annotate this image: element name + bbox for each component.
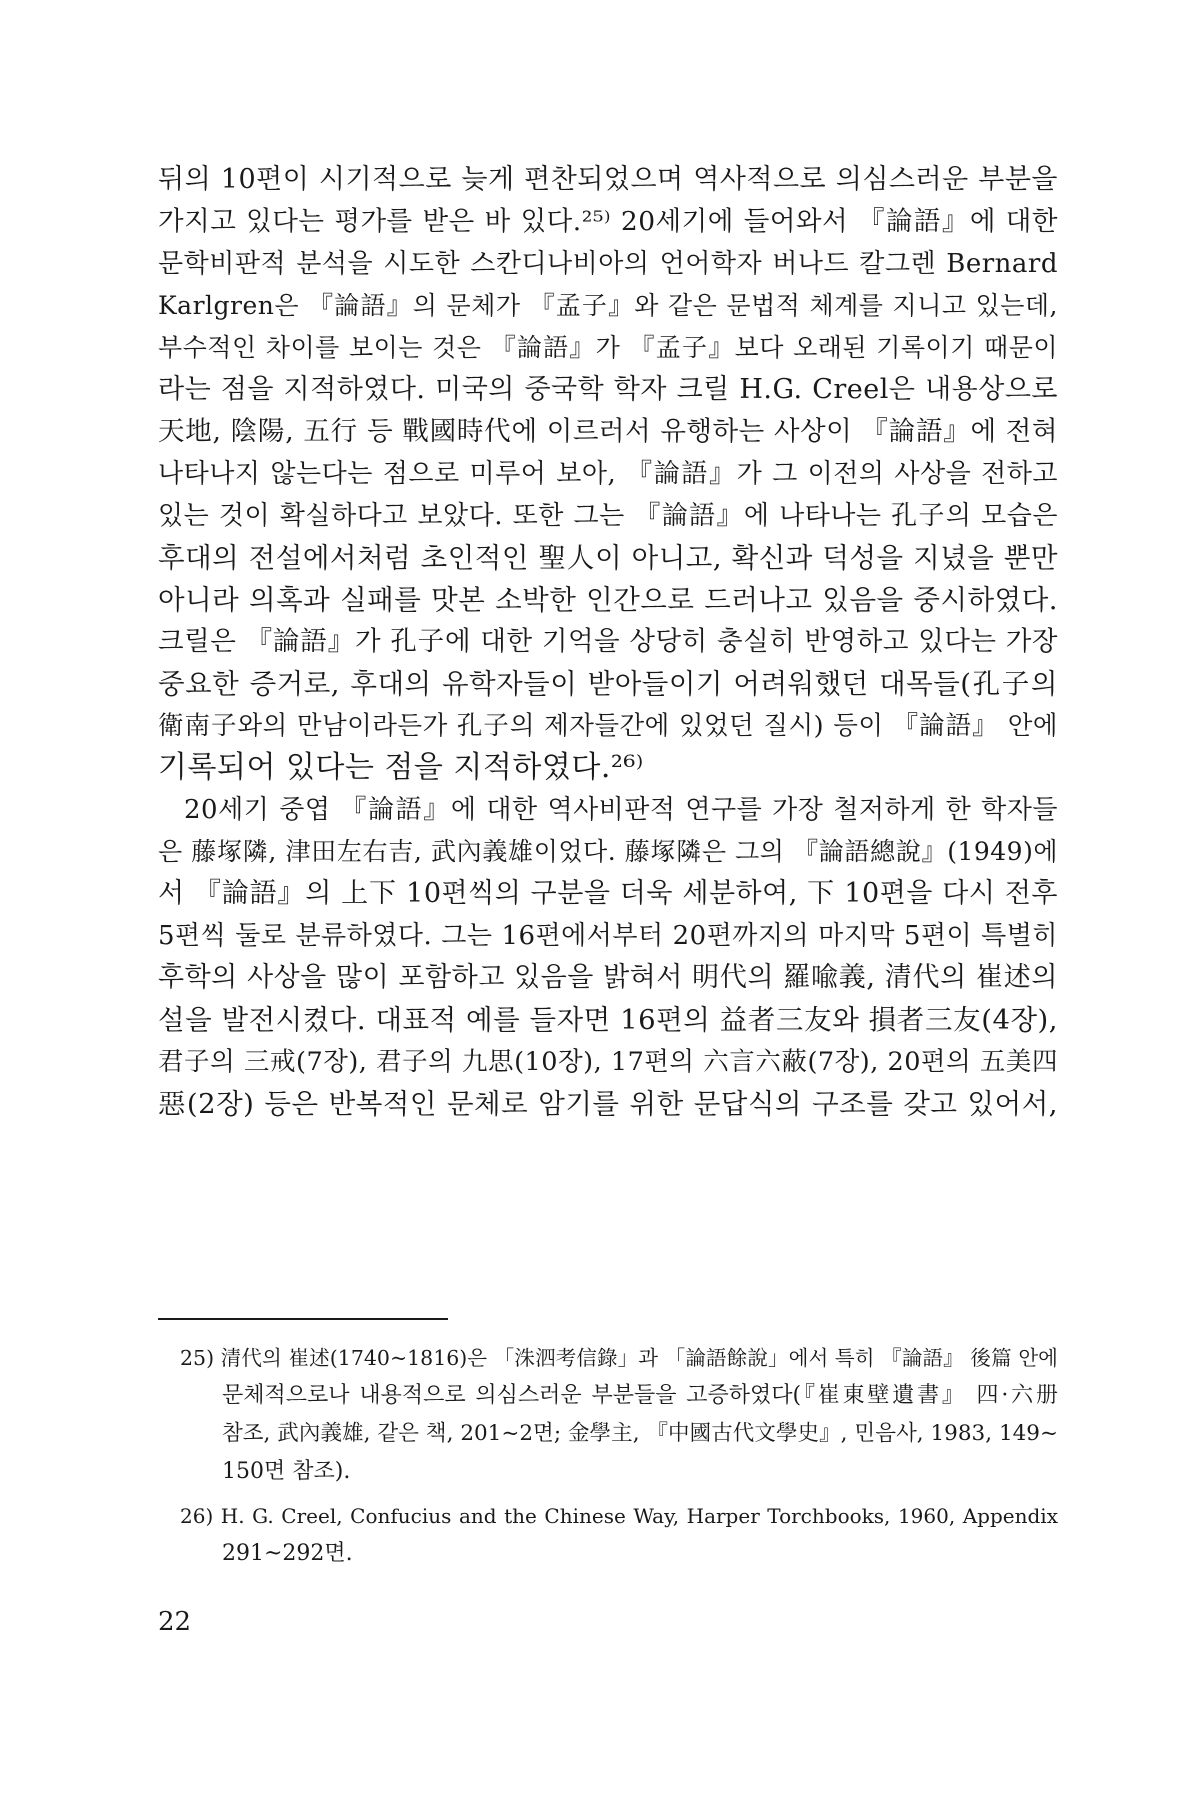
body-line: 있는 것이 확실하다고 보았다. 또한 그는 『論語』에 나타나는 孔子의 모습은 [158,501,1058,531]
body-line: 아니라 의혹과 실패를 맛본 소박한 인간으로 드러나고 있음을 중시하였다. [158,584,1058,616]
body-line: 君子의 三戒(7장), 君子의 九思(10장), 17편의 六言六蔽(7장), 20편의 五美四 [158,1047,1058,1077]
body-line: 기록되어 있다는 점을 지적하였다.²⁶⁾ [158,750,644,785]
body-line: 衛南子와의 만남이라든가 孔子의 제자들간에 있었던 질시) 등이 『論語』 안에 [158,711,1058,741]
footnote-26-line: 26) H. G. Creel, Confucius and the Chinese Way, Harper Torchbooks, 1960, Appendix [180,1504,1058,1528]
footnote-25-line: 150면 참조). [222,1459,351,1484]
body-line: 크릴은 『論語』가 孔子에 대한 기억을 상당히 충실히 반영하고 있다는 가장 [158,626,1058,657]
body-line: 뒤의 10편이 시기적으로 늦게 편찬되었으며 역사적으로 의심스러운 부분을 [158,164,1058,195]
page-number: 22 [158,1607,192,1637]
body-line: 라는 점을 지적하였다. 미국의 중국학 학자 크릴 H.G. Creel은 내용상으로 [158,374,1058,405]
body-line: 20세기 중엽 『論語』에 대한 역사비판적 연구를 가장 철저하게 한 학자들 [184,795,1058,825]
body-line: 가지고 있다는 평가를 받은 바 있다.²⁵⁾ 20세기에 들어와서 『論語』에 대한 [158,206,1058,237]
body-line: 중요한 증거로, 후대의 유학자들이 받아들이기 어려워했던 대목들(孔子의 [158,668,1058,700]
footnote-25-line: 문체적으로나 내용적으로 의심스러운 부분들을 고증하였다(『崔東壁遺書』 四·六册 [222,1383,1058,1408]
body-line: 나타나지 않는다는 점으로 미루어 보아, 『論語』가 그 이전의 사상을 전하고 [158,459,1058,489]
body-line: 天地, 陰陽, 五行 등 戰國時代에 이르러서 유행하는 사상이 『論語』에 전혀 [158,416,1058,447]
footnote-25-line: 25) 清代의 崔述(1740~1816)은 「洙泗考信錄」과 「論語餘說」에서 특히 『論語』 後篇 안에 [180,1346,1058,1370]
body-line: 후대의 전설에서처럼 초인적인 聖人이 아니고, 확신과 덕성을 지녔을 뿐만 [158,542,1058,574]
body-line: 5편씩 둘로 분류하였다. 그는 16편에서부터 20편까지의 마지막 5편이 특별히 [158,921,1058,951]
footnote-separator [158,1318,448,1320]
body-line: 은 藤塚隣, 津田左右吉, 武內義雄이었다. 藤塚隣은 그의 『論語總說』(1949)에 [158,837,1058,866]
footnote-25-line: 참조, 武內義雄, 같은 책, 201~2면; 金學主, 『中國古代文學史』, 민음사, 1983, 149~ [222,1421,1058,1446]
body-line: 부수적인 차이를 보이는 것은 『論語』가 『孟子』보다 오래된 기록이기 때문이 [158,333,1058,362]
body-line: 문학비판적 분석을 시도한 스칸디나비아의 언어학자 버나드 칼그렌 Bernard [158,249,1058,279]
body-line: Karlgren은 『論語』의 문체가 『孟子』와 같은 문법적 체계를 지니고 있는데, [158,291,1058,320]
body-line: 서 『論語』의 上下 10편씩의 구분을 더욱 세분하여, 下 10편을 다시 전후 [158,878,1058,909]
body-line: 설을 발전시켰다. 대표적 예를 들자면 16편의 益者三友와 損者三友(4장), [158,1004,1058,1036]
body-line: 후학의 사상을 많이 포함하고 있음을 밝혀서 明代의 羅喩義, 清代의 崔述의 [158,962,1058,993]
footnote-26-line: 291~292면. [222,1541,353,1566]
body-line: 惡(2장) 등은 반복적인 문체로 암기를 위한 문답식의 구조를 갖고 있어서, [158,1088,1058,1120]
